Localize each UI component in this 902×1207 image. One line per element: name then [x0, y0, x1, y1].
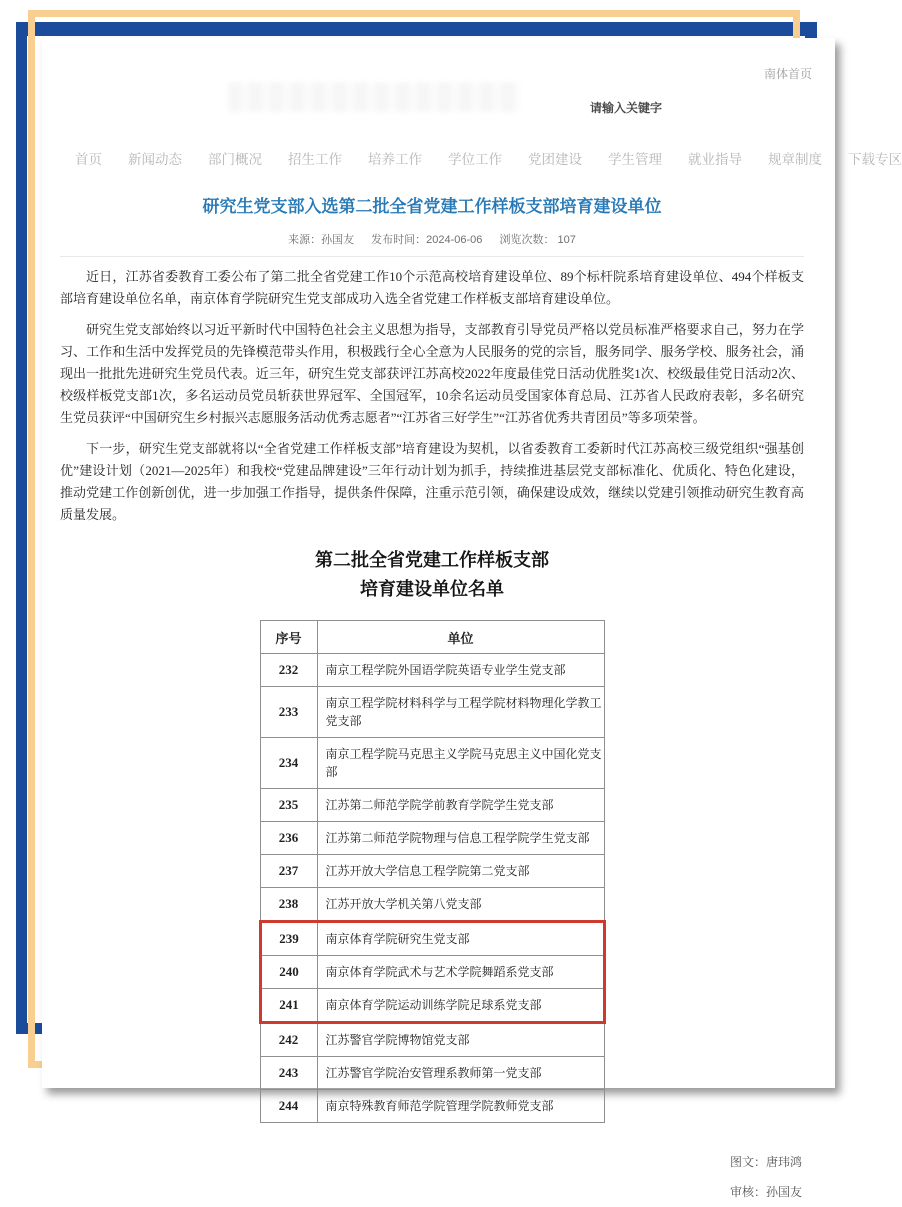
table-row [260, 922, 604, 956]
row-number: 234 [260, 738, 317, 789]
table-row [260, 654, 604, 687]
row-unit: 江苏第二师范学院学前教育学院学生党支部 [317, 789, 604, 822]
row-number: 238 [260, 888, 317, 922]
row-unit: 江苏第二师范学院物理与信息工程学院学生党支部 [317, 822, 604, 855]
table-row [260, 989, 604, 1023]
nav-item[interactable]: 学生管理 [608, 152, 662, 167]
list-title-line1: 第二批全省党建工作样板支部 [315, 550, 549, 570]
page-card [42, 38, 902, 1199]
row-number: 242 [260, 1023, 317, 1057]
credits [60, 1147, 804, 1207]
credit-author: 图文：唐玮鸿 [729, 1155, 802, 1169]
search-input[interactable] [588, 100, 722, 116]
nav-item[interactable]: 招生工作 [288, 152, 342, 167]
nav-item[interactable]: 党团建设 [528, 152, 582, 167]
row-number: 232 [260, 654, 317, 687]
list-title-line2: 培育建设单位名单 [360, 579, 504, 599]
row-unit: 南京体育学院研究生党支部 [317, 922, 604, 956]
row-unit: 南京工程学院外国语学院英语专业学生党支部 [317, 654, 604, 687]
paragraph: 近日，江苏省委教育工委公布了第二批全省党建工作10个示范高校培育建设单位、89个标杆院系培育建设单位、494个样板支部培育建设单位名单，南京体育学院研究生党支部成功入选全省党建工作样板支部培育建设单位。 [60, 269, 804, 306]
row-unit: 江苏开放大学信息工程学院第二党支部 [317, 855, 604, 888]
article-body [60, 266, 804, 526]
row-number: 239 [260, 922, 317, 956]
nav-item[interactable]: 培养工作 [368, 152, 422, 167]
nav-item[interactable]: 规章制度 [768, 152, 822, 167]
nav-item[interactable]: 部门概况 [208, 152, 262, 167]
nav-item[interactable]: 新闻动态 [128, 152, 182, 167]
table-row [260, 855, 604, 888]
column-header-no: 序号 [260, 621, 317, 654]
paragraph: 下一步，研究生党支部就将以“全省党建工作样板支部”培育建设为契机，以省委教育工委新时代江苏高校三级党组织“强基创优”建设计划（2021—2025年）和我校“党建品牌建设”三年行动计划为抓手，持续推进基层党支部标准化、优质化、特色化建设，推动党建工作创新创优，进一步加强工作指导，提供条件保障，注重示范引领，确保建设成效，继续以党建引领推动研究生教育高质量发展。 [60, 441, 804, 522]
row-unit: 江苏开放大学机关第八党支部 [317, 888, 604, 922]
table-row [260, 1023, 604, 1057]
row-unit: 南京特殊教育师范学院管理学院教师党支部 [317, 1090, 604, 1123]
list-title [60, 546, 804, 604]
nav-item[interactable]: 学位工作 [448, 152, 502, 167]
article-meta [60, 231, 804, 247]
rows-after [260, 1023, 604, 1123]
meta-views: 浏览次数： 107 [499, 234, 576, 246]
table-row [260, 888, 604, 922]
row-unit: 南京工程学院材料科学与工程学院材料物理化学教工党支部 [317, 687, 604, 738]
row-unit: 江苏警官学院博物馆党支部 [317, 1023, 604, 1057]
row-number: 236 [260, 822, 317, 855]
meta-source: 来源：孙国友 [288, 234, 355, 246]
table-row [260, 789, 604, 822]
row-unit: 南京体育学院武术与艺术学院舞蹈系党支部 [317, 956, 604, 989]
table-row [260, 687, 604, 738]
article [60, 188, 804, 1207]
roster-table [259, 620, 606, 1123]
row-unit: 南京体育学院运动训练学院足球系党支部 [317, 989, 604, 1023]
credit-reviewer: 审核：孙国友 [729, 1185, 802, 1199]
row-number: 233 [260, 687, 317, 738]
article-title: 研究生党支部入选第二批全省党建工作样板支部培育建设单位 [202, 197, 662, 216]
row-number: 241 [260, 989, 317, 1023]
roster-table-header [260, 621, 604, 654]
row-number: 235 [260, 789, 317, 822]
row-unit: 南京工程学院马克思主义学院马克思主义中国化党支部 [317, 738, 604, 789]
paragraph: 研究生党支部始终以习近平新时代中国特色社会主义思想为指导，支部教育引导党员严格以党员标准严格要求自己，努力在学习、工作和生活中发挥党员的先锋模范带头作用，积极践行全心全意为人民服务的党的宗旨，服务同学、服务学校、服务社会，涌现出一批批先进研究生党员代表。近三年，研究生党支部获评江苏高校2022年度最佳党日活动优胜奖1次、校级最佳党日活动2次、校级样板党支部1次，多名运动员党员斩获世界冠军、全国冠军，10余名运动员受国家体育总局、江苏省人民政府表彰，多名研究生党员获评“中国研究生乡村振兴志愿服务活动优秀志愿者”“江苏省三好学生”“江苏省优秀共青团员”等多项荣誉。 [60, 322, 804, 425]
home-link[interactable]: 南体首页 [763, 67, 812, 81]
table-row [260, 738, 604, 789]
highlight-box [260, 922, 604, 1023]
row-unit: 江苏警官学院治安管理系教师第一党支部 [317, 1057, 604, 1090]
row-number: 240 [260, 956, 317, 989]
table-row [260, 822, 604, 855]
row-number: 244 [260, 1090, 317, 1123]
meta-published: 发布时间：2024-06-06 [371, 234, 483, 246]
rows-before [260, 654, 604, 922]
column-header-unit: 单位 [317, 621, 604, 654]
faded-banner-image [228, 82, 520, 112]
table-row [260, 1090, 604, 1123]
main-nav [75, 148, 902, 168]
row-number: 237 [260, 855, 317, 888]
row-number: 243 [260, 1057, 317, 1090]
table-row [260, 956, 604, 989]
nav-item[interactable]: 首页 [75, 152, 102, 167]
header-divider [60, 256, 804, 257]
table-row [260, 1057, 604, 1090]
nav-item[interactable]: 下载专区 [848, 152, 902, 167]
nav-item[interactable]: 就业指导 [688, 152, 742, 167]
